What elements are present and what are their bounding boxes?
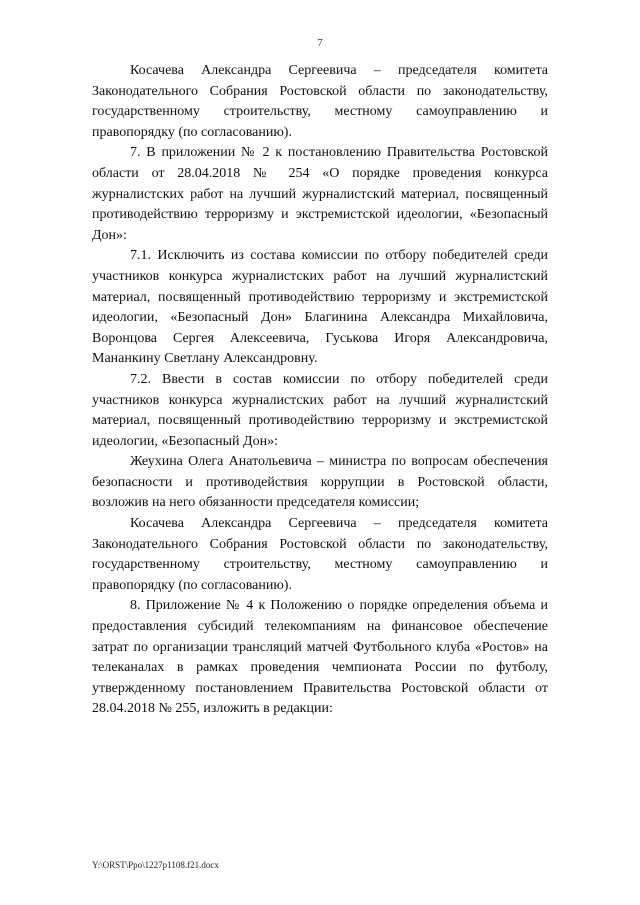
paragraph-item-7-1: 7.1. Исключить из состава комиссии по отбору победителей среди участников конкурса журналистских работ на лучший журналистский материал, посвященный противодействию терроризму и экстремистской идеологии, «Безопасный Дон» Благинина Александра Михайловича, Воронцова Сергея Алексеевича, Гуськова Игоря Александровича, Мананкину Светлану Александровну. — [92, 248, 548, 367]
paragraph-item-7: 7. В приложении № 2 к постановлению Правительства Ростовской области от 28.04.2018 № 254 «О порядке проведения конкурса журналистских работ на лучший журналистский материал, посвященный противодействию терроризму и экстремистской идеологии, «Безопасный Дон»: — [92, 145, 548, 243]
document-body — [92, 61, 548, 720]
paragraph-item-7-2: 7.2. Ввести в состав комиссии по отбору победителей среди участников конкурса журналистских работ на лучший журналистский материал, посвященный противодействию терроризму и экстремистской идеологии, «Безопасный Дон»: — [92, 371, 548, 449]
footer-file-path: Y:\ORST\Ppo\1227p1108.f21.docx — [92, 860, 219, 870]
paragraph-kosachev-1: Косачева Александра Сергеевича – председателя комитета Законодательного Собрания Ростовской области по законодательству, государственному строительству, местному самоуправлению и правопорядку (по согласованию). — [92, 63, 548, 140]
paragraph-zheukhin: Жеухина Олега Анатольевича – министра по вопросам обеспечения безопасности и противодействия коррупции в Ростовской области, возложив на него обязанности председателя комиссии; — [92, 454, 548, 511]
page-number: 7 — [317, 37, 323, 49]
paragraph-kosachev-2: Косачева Александра Сергеевича – председателя комитета Законодательного Собрания Ростовской области по законодательству, государственному строительству, местному самоуправлению и правопорядку (по согласованию). — [92, 516, 548, 593]
paragraph-item-8: 8. Приложение № 4 к Положению о порядке определения объема и предоставления субсидий телекомпаниям на финансовое обеспечение затрат по организации трансляций матчей Футбольного клуба «Ростов» на телеканалах в рамках проведения чемпионата России по футболу, утвержденному постановлением Правительства Ростовской области от 28.04.2018 № 255, изложить в редакции: — [92, 598, 548, 717]
